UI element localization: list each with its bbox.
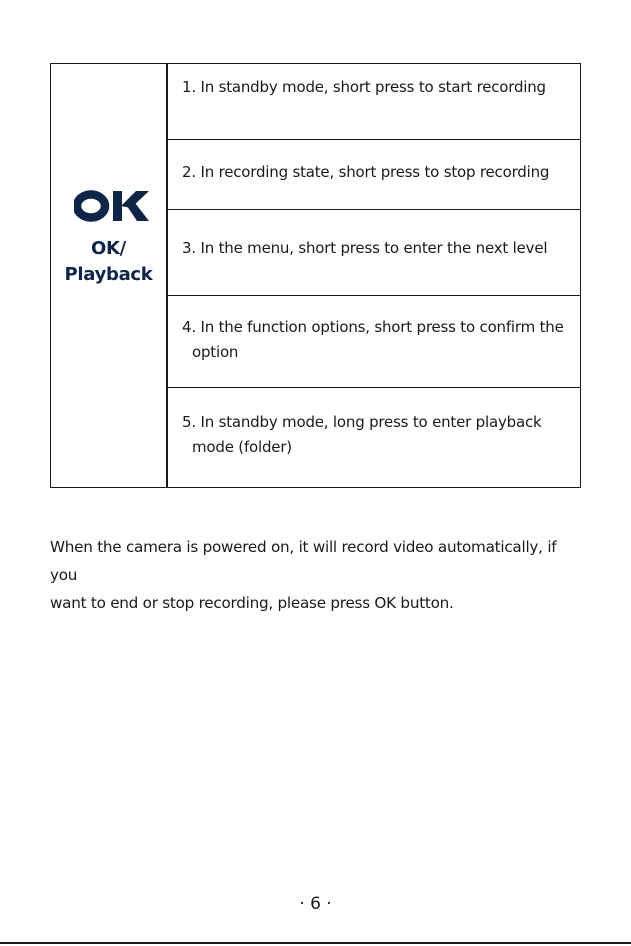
function-row (168, 296, 580, 388)
function-text: 5. In standby mode, long press to enter playback (182, 413, 542, 431)
page-number: · 6 · (299, 894, 332, 914)
function-text-continued: mode (folder) (192, 438, 292, 456)
auto-record-note (50, 533, 582, 617)
note-line: want to end or stop recording, please press OK button. (50, 594, 454, 612)
function-row (168, 388, 580, 487)
button-cell (50, 64, 168, 487)
button-function-table (50, 63, 581, 488)
button-caption (51, 236, 166, 288)
function-list (168, 64, 581, 487)
ok-button-icon (74, 190, 150, 222)
function-text: 4. In the function options, short press to confirm the (182, 318, 564, 336)
function-text-continued: option (192, 343, 239, 361)
function-text: 3. In the menu, short press to enter the next level (182, 239, 548, 257)
note-line: When the camera is powered on, it will record video automatically, if you (50, 538, 557, 584)
button-caption-line2: Playback (64, 264, 153, 285)
function-text: 1. In standby mode, short press to start recording (182, 78, 546, 96)
button-caption-line1: OK/ (91, 238, 126, 259)
function-row (168, 210, 580, 296)
function-row (168, 140, 580, 210)
function-row (168, 64, 580, 140)
page-bottom-rule (0, 942, 631, 944)
function-text: 2. In recording state, short press to stop recording (182, 163, 550, 181)
